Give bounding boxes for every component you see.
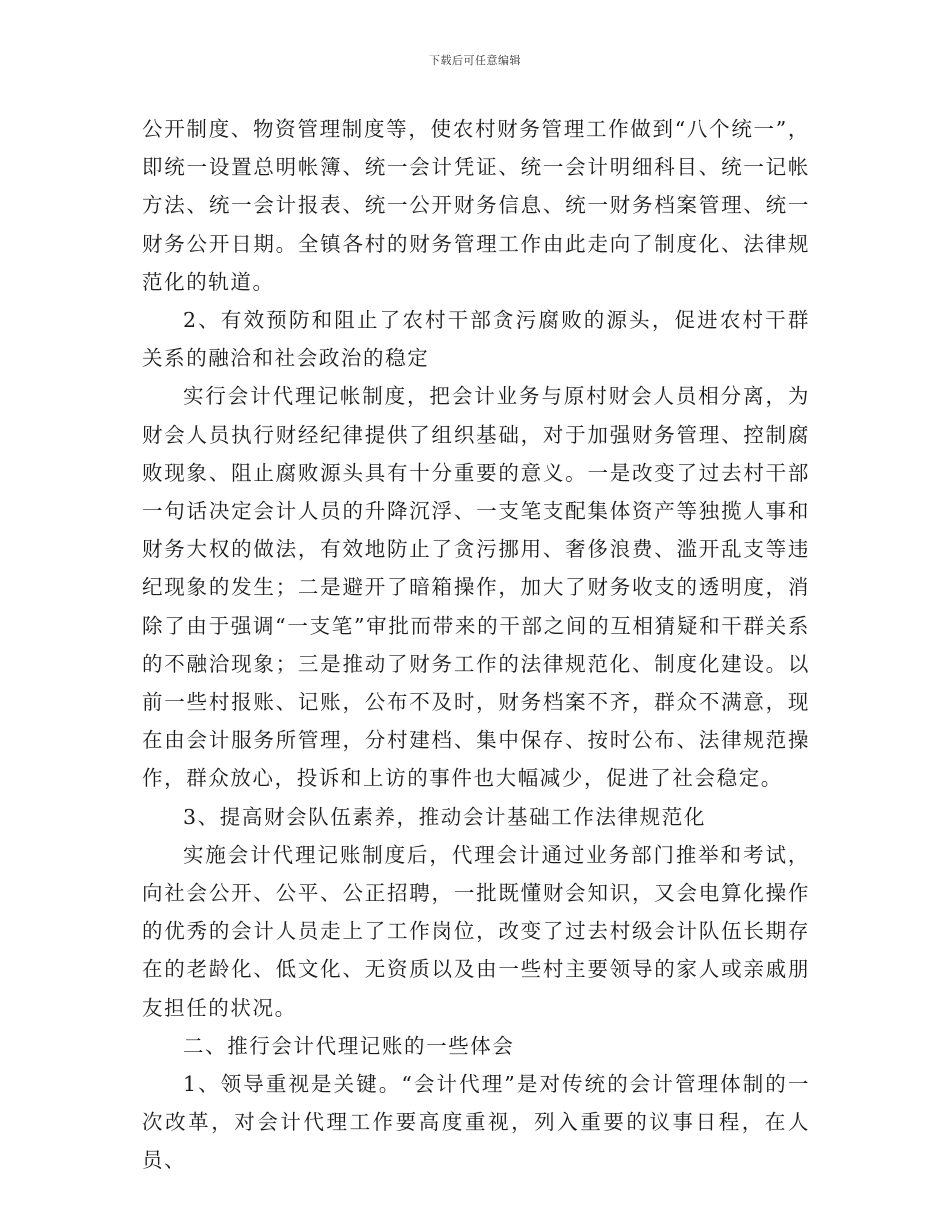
heading-2-prevention: 2、有效预防和阻止了农村干部贪污腐败的源头，促进农村干群关系的融洽和社会政治的稳定 <box>142 308 810 371</box>
document-body <box>142 110 810 1180</box>
page-header: 下载后可任意编辑 <box>429 54 521 67</box>
paragraph-3-detail: 实施会计代理记账制度后，代理会计通过业务部门推举和考试，向社会公开、公平、公正招聘，一批既懂财会知识，又会电算化操作的优秀的会计人员走上了工作岗位，改变了过去村级会计队伍长期存在的老龄化、低文化、无资质以及由一些村主要领导的家人或亲戚朋友担任的状况。 <box>142 842 810 1020</box>
heading-3-quality: 3、提高财会队伍素养，推动会计基础工作法律规范化 <box>183 804 706 829</box>
section-heading-experience: 二、推行会计代理记账的一些体会 <box>183 1033 515 1058</box>
paragraph-2-detail: 实行会计代理记帐制度，把会计业务与原村财会人员相分离，为财会人员执行财经纪律提供了组织基础，对于加强财务管理、控制腐败现象、阻止腐败源头具有十分重要的意义。一是改变了过去村干部一句话决定会计人员的升降沉浮、一支笔支配集体资产等独揽人事和财务大权的做法，有效地防止了贪污挪用、奢侈浪费、滥开乱支等违纪现象的发生；二是避开了暗箱操作，加大了财务收支的透明度，消除了由于强调“一支笔”审批而带来的干部之间的互相猜疑和干群关系的不融洽现象；三是推动了财务工作的法律规范化、制度化建设。以前一些村报账、记账，公布不及时，财务档案不齐，群众不满意，现在由会计服务所管理，分村建档、集中保存、按时公布、法律规范操作，群众放心，投诉和上访的事件也大幅减少，促进了社会稳定。 <box>142 384 810 791</box>
paragraph-experience-1: 1、领导重视是关键。“会计代理”是对传统的会计管理体制的一次改革，对会计代理工作要高度重视，列入重要的议事日程，在人员、 <box>142 1072 810 1173</box>
paragraph-1: 公开制度、物资管理制度等，使农村财务管理工作做到“八个统一”，即统一设置总明帐簿、统一会计凭证、统一会计明细科目、统一记帐方法、统一会计报表、统一公开财务信息、统一财务档案管理、统一财务公开日期。全镇各村的财务管理工作由此走向了制度化、法律规范化的轨道。 <box>142 117 810 294</box>
